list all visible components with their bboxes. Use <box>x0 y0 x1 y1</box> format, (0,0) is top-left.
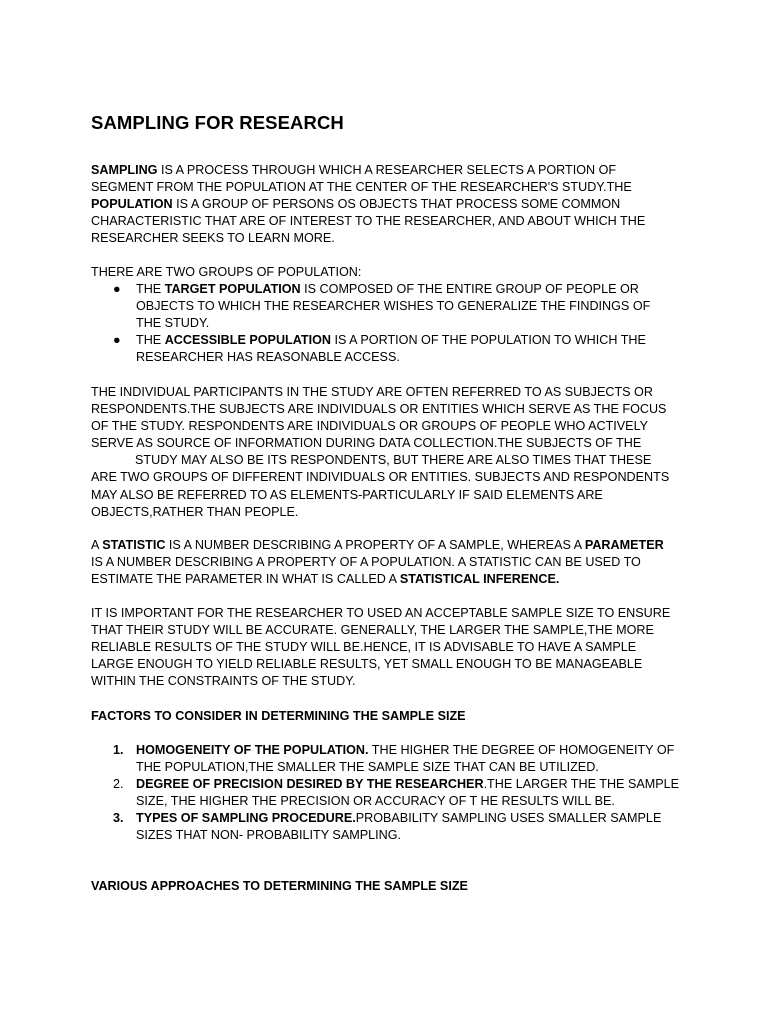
text-line: RELIABLE RESULTS OF THE STUDY WILL BE.HENCE, IT IS ADVISABLE TO HAVE A SAMPLE <box>91 640 637 655</box>
population-bullet-list <box>91 281 691 366</box>
text-line: ARE TWO GROUPS OF DIFFERENT INDIVIDUALS OR ENTITIES. SUBJECTS AND RESPONDENTS <box>91 470 670 485</box>
text-run: A <box>91 538 103 552</box>
bullet-marker: ● <box>113 333 121 348</box>
text-line: STUDY MAY ALSO BE ITS RESPONDENTS, BUT THERE ARE ALSO TIMES THAT THESE <box>135 453 652 468</box>
text-line: WITHIN THE CONSTRAINTS OF THE STUDY. <box>91 674 356 689</box>
list-item <box>91 810 691 844</box>
text-line <box>136 742 691 759</box>
text-line <box>91 196 691 213</box>
text-line: OBJECTS,RATHER THAN PEOPLE. <box>91 504 299 519</box>
section-heading-approaches: VARIOUS APPROACHES TO DETERMINING THE SAMPLE SIZE <box>91 879 468 893</box>
text-line <box>91 162 691 179</box>
text-run: .THE LARGER THE THE SAMPLE <box>483 777 680 792</box>
text-line <box>136 810 691 827</box>
bold-term: STATISTICAL INFERENCE. <box>399 572 560 587</box>
bullet-marker: ● <box>113 282 121 296</box>
text-line: CHARACTERISTIC THAT ARE OF INTEREST TO THE RESEARCHER, AND ABOUT WHICH THE <box>91 214 646 229</box>
bold-term: DEGREE OF PRECISION DESIRED BY THE RESEARCHER <box>136 777 484 792</box>
text-line: SIZES THAT NON- PROBABILITY SAMPLING. <box>136 828 401 843</box>
list-number: 1. <box>113 743 124 757</box>
bold-term: STATISTIC <box>102 538 166 552</box>
text-run: IS COMPOSED OF THE ENTIRE GROUP OF PEOPLE OR <box>300 282 639 296</box>
text-line: IS A NUMBER DESCRIBING A PROPERTY OF A POPULATION. A STATISTIC CAN BE USED TO <box>91 555 641 570</box>
text-run: THE HIGHER THE DEGREE OF HOMOGENEITY OF <box>368 743 675 757</box>
text-run: ESTIMATE THE PARAMETER IN WHAT IS CALLED A <box>91 572 400 587</box>
text-run: IS A NUMBER DESCRIBING A PROPERTY OF A SAMPLE, WHEREAS A <box>165 538 585 552</box>
text-line: LARGE ENOUGH TO YIELD RELIABLE RESULTS, YET SMALL ENOUGH TO BE MANAGEABLE <box>91 657 643 672</box>
text-line: RESEARCHER SEEKS TO LEARN MORE. <box>91 231 335 246</box>
bold-term: TARGET POPULATION <box>164 282 301 296</box>
text-run: IS A GROUP OF PERSONS OS OBJECTS THAT PROCESS SOME COMMON <box>172 197 621 212</box>
list-item <box>91 742 691 776</box>
list-number: 3. <box>113 811 124 826</box>
text-run: IS A PORTION OF THE POPULATION TO WHICH THE <box>330 333 646 348</box>
text-line: SIZE, THE HIGHER THE PRECISION OR ACCURACY OF T HE RESULTS WILL BE. <box>136 794 615 809</box>
text-line: THE STUDY. <box>136 316 210 331</box>
list-item <box>91 776 691 810</box>
text-line: THE INDIVIDUAL PARTICIPANTS IN THE STUDY ARE OFTEN REFERRED TO AS SUBJECTS OR <box>91 385 653 399</box>
text-line <box>136 776 691 793</box>
bold-term: ACCESSIBLE POPULATION <box>164 333 331 348</box>
text-line: OF THE STUDY. RESPONDENTS ARE INDIVIDUALS OR GROUPS OF PEOPLE WHO ACTIVELY <box>91 419 649 434</box>
text-line: RESPONDENTS.THE SUBJECTS ARE INDIVIDUALS OR ENTITIES WHICH SERVE AS THE FOCUS <box>91 402 667 417</box>
text-line: THERE ARE TWO GROUPS OF POPULATION: <box>91 265 362 279</box>
text-line: IT IS IMPORTANT FOR THE RESEARCHER TO USED AN ACCEPTABLE SAMPLE SIZE TO ENSURE <box>91 606 671 620</box>
text-line <box>136 281 691 298</box>
text-line <box>91 537 691 554</box>
text-line: SERVE AS SOURCE OF INFORMATION DURING DATA COLLECTION.THE SUBJECTS OF THE <box>91 436 642 451</box>
paragraph-sampling-definition <box>91 162 691 247</box>
bold-term: HOMOGENEITY OF THE POPULATION. <box>136 743 369 757</box>
list-item <box>91 332 691 366</box>
bold-term: PARAMETER <box>584 538 664 552</box>
factors-numbered-list <box>91 742 691 845</box>
section-heading-factors: FACTORS TO CONSIDER IN DETERMINING THE SAMPLE SIZE <box>91 709 466 723</box>
text-line: THE POPULATION,THE SMALLER THE SAMPLE SIZE THAT CAN BE UTILIZED. <box>136 760 599 775</box>
paragraph-sample-size <box>91 605 691 690</box>
bold-term: POPULATION <box>91 197 173 212</box>
text-line <box>136 332 691 349</box>
paragraph-subjects-respondents <box>91 384 691 521</box>
text-line: RESEARCHER HAS REASONABLE ACCESS. <box>136 350 400 365</box>
bold-term: TYPES OF SAMPLING PROCEDURE. <box>136 811 356 826</box>
bold-term: SAMPLING <box>91 163 158 177</box>
paragraph-population-groups <box>91 264 691 281</box>
text-line: SEGMENT FROM THE POPULATION AT THE CENTER OF THE RESEARCHER'S STUDY.THE <box>91 180 632 195</box>
text-line: THAT THEIR STUDY WILL BE ACCURATE. GENERALLY, THE LARGER THE SAMPLE,THE MORE <box>91 623 654 638</box>
list-item <box>91 281 691 332</box>
text-line <box>91 571 691 588</box>
list-number: 2. <box>113 777 124 792</box>
text-line: OBJECTS TO WHICH THE RESEARCHER WISHES TO GENERALIZE THE FINDINGS OF <box>136 299 651 314</box>
paragraph-statistic-parameter <box>91 537 691 588</box>
text-run: PROBABILITY SAMPLING USES SMALLER SAMPLE <box>355 811 662 826</box>
text-line: MAY ALSO BE REFERRED TO AS ELEMENTS-PARTICULARLY IF SAID ELEMENTS ARE <box>91 487 603 502</box>
text-run: THE <box>136 282 165 296</box>
text-run: IS A PROCESS THROUGH WHICH A RESEARCHER SELECTS A PORTION OF <box>157 163 617 177</box>
document-title: SAMPLING FOR RESEARCH <box>91 112 344 133</box>
text-run: THE <box>136 333 165 348</box>
